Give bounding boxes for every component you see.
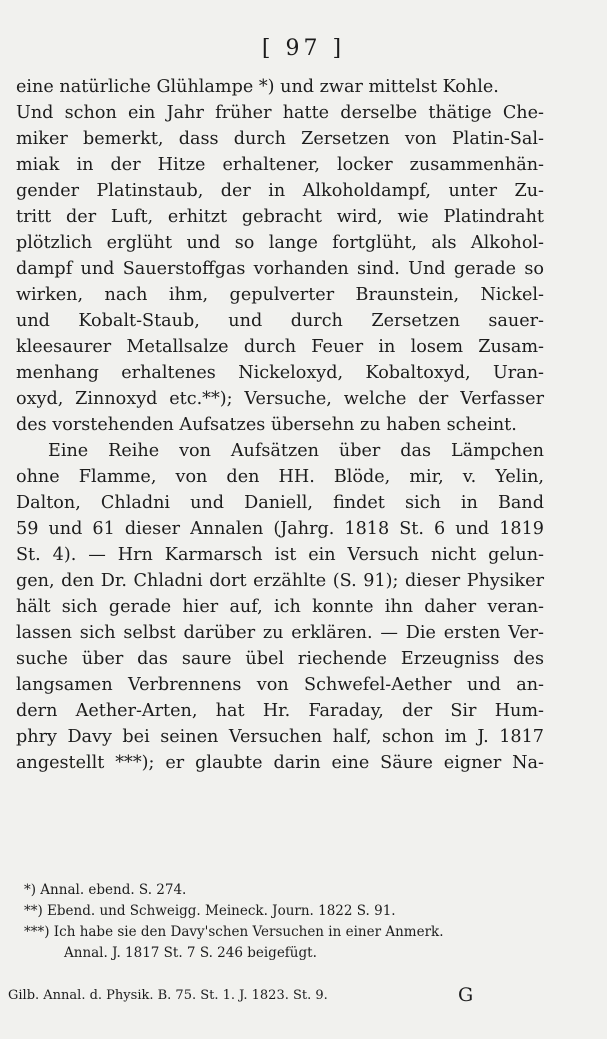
text-line: kleesaurer Metallsalze durch Feuer in losem Zusam- xyxy=(16,337,544,357)
text-line: gen, den Dr. Chladni dort erzählte (S. 91); dieser Physiker xyxy=(16,571,544,591)
text-line: menhang erhaltenes Nickeloxyd, Kobaltoxyd, Uran- xyxy=(16,363,544,383)
text-line: des vorstehenden Aufsatzes übersehn zu haben scheint. xyxy=(16,415,517,435)
footnote-continuation: Annal. J. 1817 St. 7 S. 246 beigefügt. xyxy=(64,945,317,961)
text-line: und Kobalt-Staub, und durch Zersetzen sauer- xyxy=(16,311,544,331)
main-text xyxy=(16,74,544,776)
footnote: ***) Ich habe sie den Davy'schen Versuchen in einer Anmerk. xyxy=(24,924,444,940)
text-line: St. 4). — Hrn Karmarsch ist ein Versuch nicht gelun- xyxy=(16,545,544,565)
text-line: 59 und 61 dieser Annalen (Jahrg. 1818 St. 6 und 1819 xyxy=(16,519,544,539)
text-line: ohne Flamme, von den HH. Blöde, mir, v. Yelin, xyxy=(16,467,544,487)
text-line: plötzlich erglüht und so lange fortglüht, als Alkohol- xyxy=(16,233,544,253)
text-line: gender Platinstaub, der in Alkoholdampf, unter Zu- xyxy=(16,181,544,201)
text-line: hält sich gerade hier auf, ich konnte ihn daher veran- xyxy=(16,597,544,617)
text-line: langsamen Verbrennens von Schwefel-Aether und an- xyxy=(16,675,544,695)
text-line: dern Aether-Arten, hat Hr. Faraday, der Sir Hum- xyxy=(16,701,544,721)
footnotes xyxy=(24,880,544,964)
text-line: eine natürliche Glühlampe *) und zwar mittelst Kohle. xyxy=(16,77,499,97)
text-line: miak in der Hitze erhaltener, locker zusammenhän- xyxy=(16,155,544,175)
paragraph-2 xyxy=(16,438,544,776)
text-line: tritt der Luft, erhitzt gebracht wird, wie Platindraht xyxy=(16,207,544,227)
footnote: **) Ebend. und Schweigg. Meineck. Journ. 1822 S. 91. xyxy=(24,903,396,919)
text-line: oxyd, Zinnoxyd etc.**); Versuche, welche der Verfasser xyxy=(16,389,544,409)
page-number: [ 97 ] xyxy=(261,36,346,61)
text-line: dampf und Sauerstoffgas vorhanden sind. Und gerade so xyxy=(16,259,544,279)
text-line: suche über das saure übel riechende Erzeugniss des xyxy=(16,649,544,669)
text-line: lassen sich selbst darüber zu erklären. — Die ersten Ver- xyxy=(16,623,544,643)
footnote: *) Annal. ebend. S. 274. xyxy=(24,882,187,898)
signature-mark: G xyxy=(458,984,474,1006)
text-line: Eine Reihe von Aufsätzen über das Lämpchen xyxy=(48,441,544,461)
text-line: Und schon ein Jahr früher hatte derselbe thätige Che- xyxy=(16,103,544,123)
text-line: miker bemerkt, dass durch Zersetzen von Platin-Sal- xyxy=(16,129,544,149)
text-line: angestellt ***); er glaubte darin eine Säure eigner Na- xyxy=(16,753,544,773)
text-line: Dalton, Chladni und Daniell, findet sich in Band xyxy=(16,493,544,513)
text-line: phry Davy bei seinen Versuchen half, schon im J. 1817 xyxy=(16,727,544,747)
signature-line: Gilb. Annal. d. Physik. B. 75. St. 1. J. 1823. St. 9. xyxy=(8,988,328,1003)
text-line: wirken, nach ihm, gepulverter Braunstein, Nickel- xyxy=(16,285,544,305)
paragraph-1 xyxy=(16,74,544,438)
